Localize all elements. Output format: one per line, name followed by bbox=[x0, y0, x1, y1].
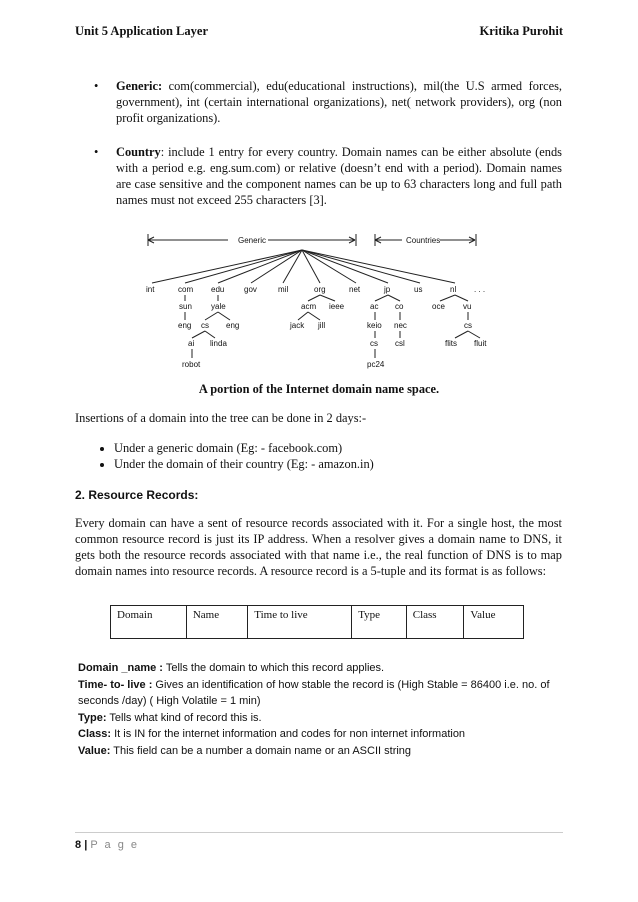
tree-node-nl: nl bbox=[450, 285, 457, 294]
tree-node-eng: eng bbox=[178, 321, 192, 330]
table-cell: Domain bbox=[111, 606, 187, 639]
definition-text: Tells the domain to which this record applies. bbox=[162, 662, 385, 674]
definition-term: Type: bbox=[78, 711, 107, 724]
definition-value bbox=[78, 743, 562, 760]
resource-record-format-table bbox=[110, 605, 524, 639]
header-title: Unit 5 Application Layer bbox=[75, 24, 208, 38]
tree-node-cs: cs bbox=[464, 321, 472, 330]
tree-node-linda: linda bbox=[210, 339, 227, 348]
tree-node-ai: ai bbox=[188, 339, 195, 348]
tree-node-robot: robot bbox=[182, 360, 201, 369]
tree-node-us: us bbox=[414, 285, 423, 294]
domain-name-tree-diagram bbox=[130, 228, 500, 376]
tree-node-ac: ac bbox=[370, 302, 379, 311]
tree-node-jack: jack bbox=[290, 321, 305, 330]
tree-node-ellipsis: . . . bbox=[474, 285, 486, 294]
tree-node-mil: mil bbox=[278, 285, 289, 294]
tree-node-fluit: fluit bbox=[474, 339, 487, 348]
tree-node-oce: oce bbox=[432, 302, 445, 311]
tree-node-co: co bbox=[395, 302, 404, 311]
definition-term: Class: bbox=[78, 728, 112, 740]
tree-node-sun: sun bbox=[179, 302, 192, 311]
definition-type bbox=[78, 710, 562, 727]
tree-node-edu: edu bbox=[211, 285, 225, 294]
figure-caption: A portion of the Internet domain name space. bbox=[198, 382, 440, 396]
definition-text: It is IN for the internet information and codes for non internet information bbox=[111, 728, 466, 740]
level-4-edges bbox=[192, 331, 480, 338]
domain-type-bullets bbox=[94, 78, 562, 226]
definition-text: Tells what kind of record this is. bbox=[106, 711, 262, 724]
table-cell: Name bbox=[186, 606, 247, 639]
tree-node-cs: cs bbox=[370, 339, 378, 348]
countries-label: Countries bbox=[406, 236, 441, 245]
field-definitions bbox=[78, 660, 562, 759]
table-cell: Class bbox=[406, 606, 464, 639]
tree-node-jp: jp bbox=[384, 285, 391, 294]
definition-text: This field can be a number a domain name or an ASCII string bbox=[110, 744, 412, 757]
page-number: 8 bbox=[75, 839, 82, 851]
bullet-label: Country bbox=[116, 145, 161, 159]
list-item: • Under a generic domain (Eg: - facebook.com) bbox=[114, 440, 374, 456]
definition-time-to-live bbox=[78, 677, 562, 710]
bullet-generic bbox=[94, 78, 562, 126]
tree-node-vu: vu bbox=[463, 302, 472, 311]
page-word: P a g e bbox=[90, 839, 139, 851]
bullet-label: Generic: bbox=[116, 79, 163, 93]
tree-node-acm: acm bbox=[301, 302, 317, 311]
page-footer bbox=[75, 832, 563, 851]
level-3-edges bbox=[185, 312, 468, 320]
tree-node-cs: cs bbox=[201, 321, 209, 330]
definition-term: Domain _name : bbox=[78, 662, 163, 674]
definition-term: Value: bbox=[78, 744, 111, 757]
tree-node-net: net bbox=[349, 285, 361, 294]
table-cell: Time to live bbox=[248, 606, 352, 639]
definition-domain-name bbox=[78, 660, 562, 677]
generic-label: Generic bbox=[238, 236, 267, 245]
tree-node-jill: jill bbox=[318, 321, 326, 330]
tree-node-yale: yale bbox=[211, 302, 226, 311]
tree-node-pc24: pc24 bbox=[367, 360, 385, 369]
tree-node-nec: nec bbox=[394, 321, 407, 330]
insertion-list bbox=[96, 440, 374, 472]
table-cell: Value bbox=[464, 606, 524, 639]
tree-node-int: int bbox=[146, 285, 155, 294]
list-item: • Under the domain of their country (Eg: - amazon.in) bbox=[114, 456, 374, 472]
page-header bbox=[75, 24, 563, 39]
root-edges bbox=[152, 250, 455, 283]
table-cell: Type bbox=[352, 606, 407, 639]
insertion-intro: Insertions of a domain into the tree can be done in 2 days:- bbox=[75, 411, 367, 425]
tree-node-eng: eng bbox=[226, 321, 240, 330]
definition-text: Gives an identification of how stable the record is (High Stable = 86400 i.e. no. of seconds /day) ( High Volatile = 1 min) bbox=[78, 678, 550, 707]
bullet-country bbox=[94, 144, 562, 208]
level-2-edges bbox=[185, 295, 468, 301]
definition-class bbox=[78, 726, 562, 743]
tree-node-keio: keio bbox=[367, 321, 382, 330]
level-5-edges bbox=[192, 349, 375, 358]
tree-node-flits: flits bbox=[445, 339, 457, 348]
table-row bbox=[111, 606, 524, 639]
tree-node-org: org bbox=[314, 285, 326, 294]
section-heading: 2. Resource Records: bbox=[75, 488, 199, 502]
resource-record-paragraph: Every domain can have a sent of resource records associated with it. For a single host, the most common resource record is just its IP address. When a resolver gives a domain name to DNS, it gets both the resource records associated with that name i.e., the real function of DNS is to map domain names into resource records. A resource record is a 5-tuple and its format is as follows: bbox=[75, 516, 562, 578]
tree-node-csl: csl bbox=[395, 339, 405, 348]
bullet-text: : include 1 entry for every country. Domain names can be either absolute (ends with a period e.g. eng.sum.com) or relative (doesn’t end with a period). Domain names are case sensitive and the component names can be up to 63 characters long and full path names must not exceed 255 characters [3]. bbox=[116, 145, 562, 207]
bullet-text: com(commercial), edu(educational instructions), mil(the U.S armed forces, government), int (certain international organizations), net( network providers), org (non profit organizations). bbox=[116, 79, 562, 125]
footer-separator: | bbox=[84, 839, 88, 851]
tree-node-ieee: ieee bbox=[329, 302, 345, 311]
tree-node-com: com bbox=[178, 285, 194, 294]
definition-term: Time- to- live : bbox=[78, 678, 153, 691]
tree-node-gov: gov bbox=[244, 285, 257, 294]
header-author: Kritika Purohit bbox=[479, 24, 563, 38]
